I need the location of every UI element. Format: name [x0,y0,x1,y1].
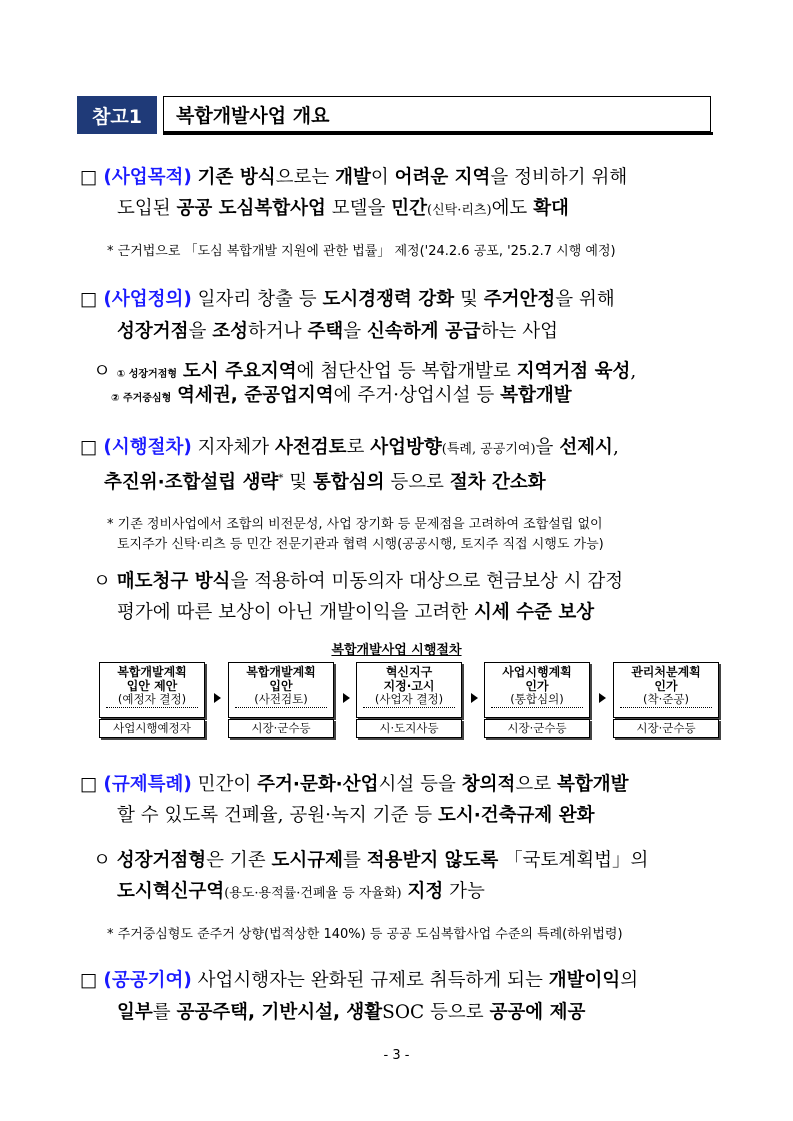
text-run: 에도 [491,198,534,219]
type-1-text [183,361,636,382]
section-tag: (공공기여) [103,970,192,991]
flow-title: 복합개발사업 시행절차 [331,643,462,658]
text-run: 공공에 제공 [489,1002,586,1023]
definition-text-1 [198,289,615,310]
flow-step-note: (사전검토) [235,693,327,708]
text-run: 을 정비하기 위해 [490,167,628,188]
text-run: 개발이익 [548,970,621,991]
text-run: 및 [283,472,313,494]
text-run: 에 첨단산업 등 복합개발로 [296,361,517,382]
procedure-sub-2 [117,601,594,625]
type-label-housing: ② 주거중심형 [111,393,172,404]
sub-bullet: ㅇ [93,361,111,382]
text-run: 및 [454,289,484,310]
flow-step [484,662,590,738]
text-run: (신탁·리츠) [427,203,492,218]
definition-type-2 [111,384,572,411]
text-run: 평가에 따른 보상이 아닌 개발이익을 고려한 [117,602,474,623]
reference-badge: 참고1 [77,96,157,134]
definition-line-2 [117,320,558,344]
flow-step-title: 관리처분계획 [631,665,701,679]
text-run: 지자체가 [197,437,276,458]
text-run: 복합개발 [500,385,572,406]
text-run: 모델을 [325,198,392,219]
text-run: 을 [188,321,213,342]
flow-step-title: 입안 [269,678,293,693]
flow-step-title: 복합개발계획 [246,665,316,679]
flow-step-note: (통합심의) [491,693,583,708]
text-run: 을 적용하여 미동의자 대상으로 현금보상 시 감정 [230,571,624,592]
sub-bullet: ㅇ [93,571,111,592]
text-run: 도시 주요지역 [182,361,297,382]
checkbox-bullet: □ [80,289,98,310]
text-run: 도시규제 [271,850,343,871]
text-run: 주택 [307,321,344,342]
flow-step-note: (예정자 결정) [106,693,198,708]
text-run: 창의적 [461,774,516,795]
text-run: , [630,361,637,382]
flow-step-actor: 시장·군수등 [484,719,590,738]
text-run: 를 [152,1002,177,1023]
text-run: 공공 도심복합사업 [176,198,326,219]
flow-step [613,662,719,738]
text-run: (용도·용적률·건폐율 등 자율화) [224,886,402,901]
text-run: 지정 [407,881,444,902]
text-run: 적용받지 않도록 [366,850,499,871]
text-run: 절차 간소화 [449,472,546,494]
text-run: 을 [535,437,560,458]
flow-step-box [228,662,334,718]
regulation-line-1 [80,773,628,797]
contribution-line-2 [117,1001,585,1025]
text-run: 로 [346,437,371,458]
text-run: 복합개발 [556,774,629,795]
text-run: 를 [342,850,367,871]
flow-step-box [356,662,462,718]
section-tag: (시행절차) [103,437,192,458]
flow-step-title: 지정·고시 [383,678,435,693]
procedure-line-2 [104,467,546,495]
section-tag: (규제특례) [103,774,192,795]
purpose-footnote: * 근거법으로 「도심 복합개발 지원에 관한 법률」 제정('24.2.6 공포, '25.2.7 시행 예정) [107,244,616,259]
flow-step-title: 인가 [654,678,678,693]
flow-step-title: 복합개발계획 [117,665,187,679]
text-run: 도시·건축규제 완화 [438,805,595,826]
text-run: 시설 등을 [378,774,462,795]
text-run: 성장거점 [117,321,189,342]
text-run: * [278,473,284,484]
text-run: 주거·문화·산업 [257,774,379,795]
regulation-footnote: * 주거중심형도 준주거 상향(법적상한 140%) 등 공공 도심복합사업 수준의 특례(하위법령) [107,927,623,942]
checkbox-bullet: □ [80,167,98,188]
text-run: 으로 [515,774,557,795]
flow-step-box [484,662,590,718]
procedure-footnote-2: 토지주가 신탁·리츠 등 민간 전문기관과 협력 시행(공공시행, 토지주 직접 시행도 가능) [117,537,604,552]
text-run: 통합심의 [312,472,385,494]
purpose-text-1 [198,167,628,188]
text-run: 하는 사업 [480,321,559,342]
regulation-text-1 [198,774,629,795]
type-label-growth: ① 성장거점형 [116,369,178,380]
flow-step-box [613,662,719,718]
flow-step-note: (사업자 결정) [363,693,455,708]
text-run: 성장거점형 [116,850,207,871]
definition-type-1 [93,360,636,387]
arrow-right-icon [214,693,221,703]
text-run: SOC 등으로 [382,1002,490,1023]
text-run: 으로는 [275,167,336,188]
regulation-sub-2 [117,880,485,906]
definition-line-1 [80,288,615,312]
checkbox-bullet: □ [80,437,98,458]
text-run: 사업시행자는 완화된 규제로 취득하게 되는 [197,970,549,991]
regulation-line-2 [117,804,594,828]
procedure-sub-text-1 [117,571,623,592]
text-run: 기존 방식 [197,167,276,188]
text-run: (특례, 공공기여) [441,442,536,457]
text-run: 「국토계획법」의 [498,850,649,871]
flow-step [228,662,334,738]
text-run: 의 [620,970,639,991]
flow-step-title: 입안 제안 [126,678,178,693]
checkbox-bullet: □ [80,774,98,795]
arrow-right-icon [471,693,478,703]
procedure-line-1 [80,436,619,462]
purpose-line-1 [80,166,627,190]
regulation-sub-text-1 [117,850,649,871]
section-tag: (사업정의) [103,289,192,310]
flow-step-actor: 시장·군수등 [613,719,719,738]
procedure-footnote-1: * 기존 정비사업에서 조합의 비전문성, 사업 장기화 등 문제점을 고려하여 조합설립 없이 [107,517,603,532]
text-run: 사업방향 [370,437,442,458]
flow-step-box [99,662,205,718]
flow-step-note: (착·준공) [620,693,712,708]
purpose-line-2 [117,197,569,223]
procedure-text-1 [198,437,619,458]
flow-step-title: 인가 [525,678,549,693]
flow-step-actor: 사업시행예정자 [99,719,205,738]
text-run: 주거안정 [483,289,556,310]
type-2-text [177,385,571,406]
text-run: 추진위·조합설립 생략 [104,472,279,494]
text-run: 을 [343,321,368,342]
text-run: 하거나 [248,321,308,342]
text-run: 을 위해 [555,289,615,310]
flow-step [99,662,205,738]
section-tag: (사업목적) [103,167,192,188]
text-run: 역세권, 준공업지역 [177,385,334,406]
text-run: 어려운 지역 [394,167,491,188]
text-run: 확대 [533,198,569,219]
title-underline [163,132,713,135]
text-run: , [612,437,619,458]
flow-step-title: 사업시행계획 [502,665,572,679]
flow-step [356,662,462,738]
text-run: 개발 [335,167,371,188]
checkbox-bullet: □ [80,970,98,991]
arrow-right-icon [343,693,350,703]
text-run: 조성 [212,321,248,342]
flow-step-title: 혁신지구 [385,665,433,679]
contribution-text-1 [198,970,638,991]
regulation-sub-1 [93,849,648,873]
contribution-line-1 [80,969,638,993]
text-run: 일부 [117,1002,153,1023]
page-number: - 3 - [383,1048,410,1063]
text-run: 사전검토 [275,437,347,458]
text-run: 신속하게 공급 [367,321,481,342]
sub-bullet: ㅇ [93,850,111,871]
text-run: 매도청구 방식 [116,571,231,592]
text-run: 이 [370,167,395,188]
page-title: 복합개발사업 개요 [163,96,711,132]
text-run: 시세 수준 보상 [473,602,595,623]
text-run: 민간이 [197,774,258,795]
text-run: 민간 [391,198,428,219]
text-run: 선제시 [559,437,613,458]
text-run: 가능 [443,881,485,902]
text-run: 등으로 [384,472,450,494]
text-run: 에 주거·상업시설 등 [333,385,501,406]
flow-step-actor: 시장·군수등 [228,719,334,738]
text-run: 일자리 창출 등 [197,289,323,310]
text-run: 공공주택, 기반시설, 생활 [176,1002,383,1023]
text-run: 도시경쟁력 강화 [322,289,455,310]
text-run: 도입된 [117,198,177,219]
text-run: 도시혁신구역 [117,881,225,902]
flow-step-actor: 시·도지사등 [356,719,462,738]
procedure-sub-1 [93,570,623,594]
text-run: 지역거점 육성 [516,361,631,382]
text-run: 할 수 있도록 건폐율, 공원·녹지 기준 등 [117,805,438,826]
arrow-right-icon [599,693,606,703]
text-run: 은 기존 [206,850,272,871]
